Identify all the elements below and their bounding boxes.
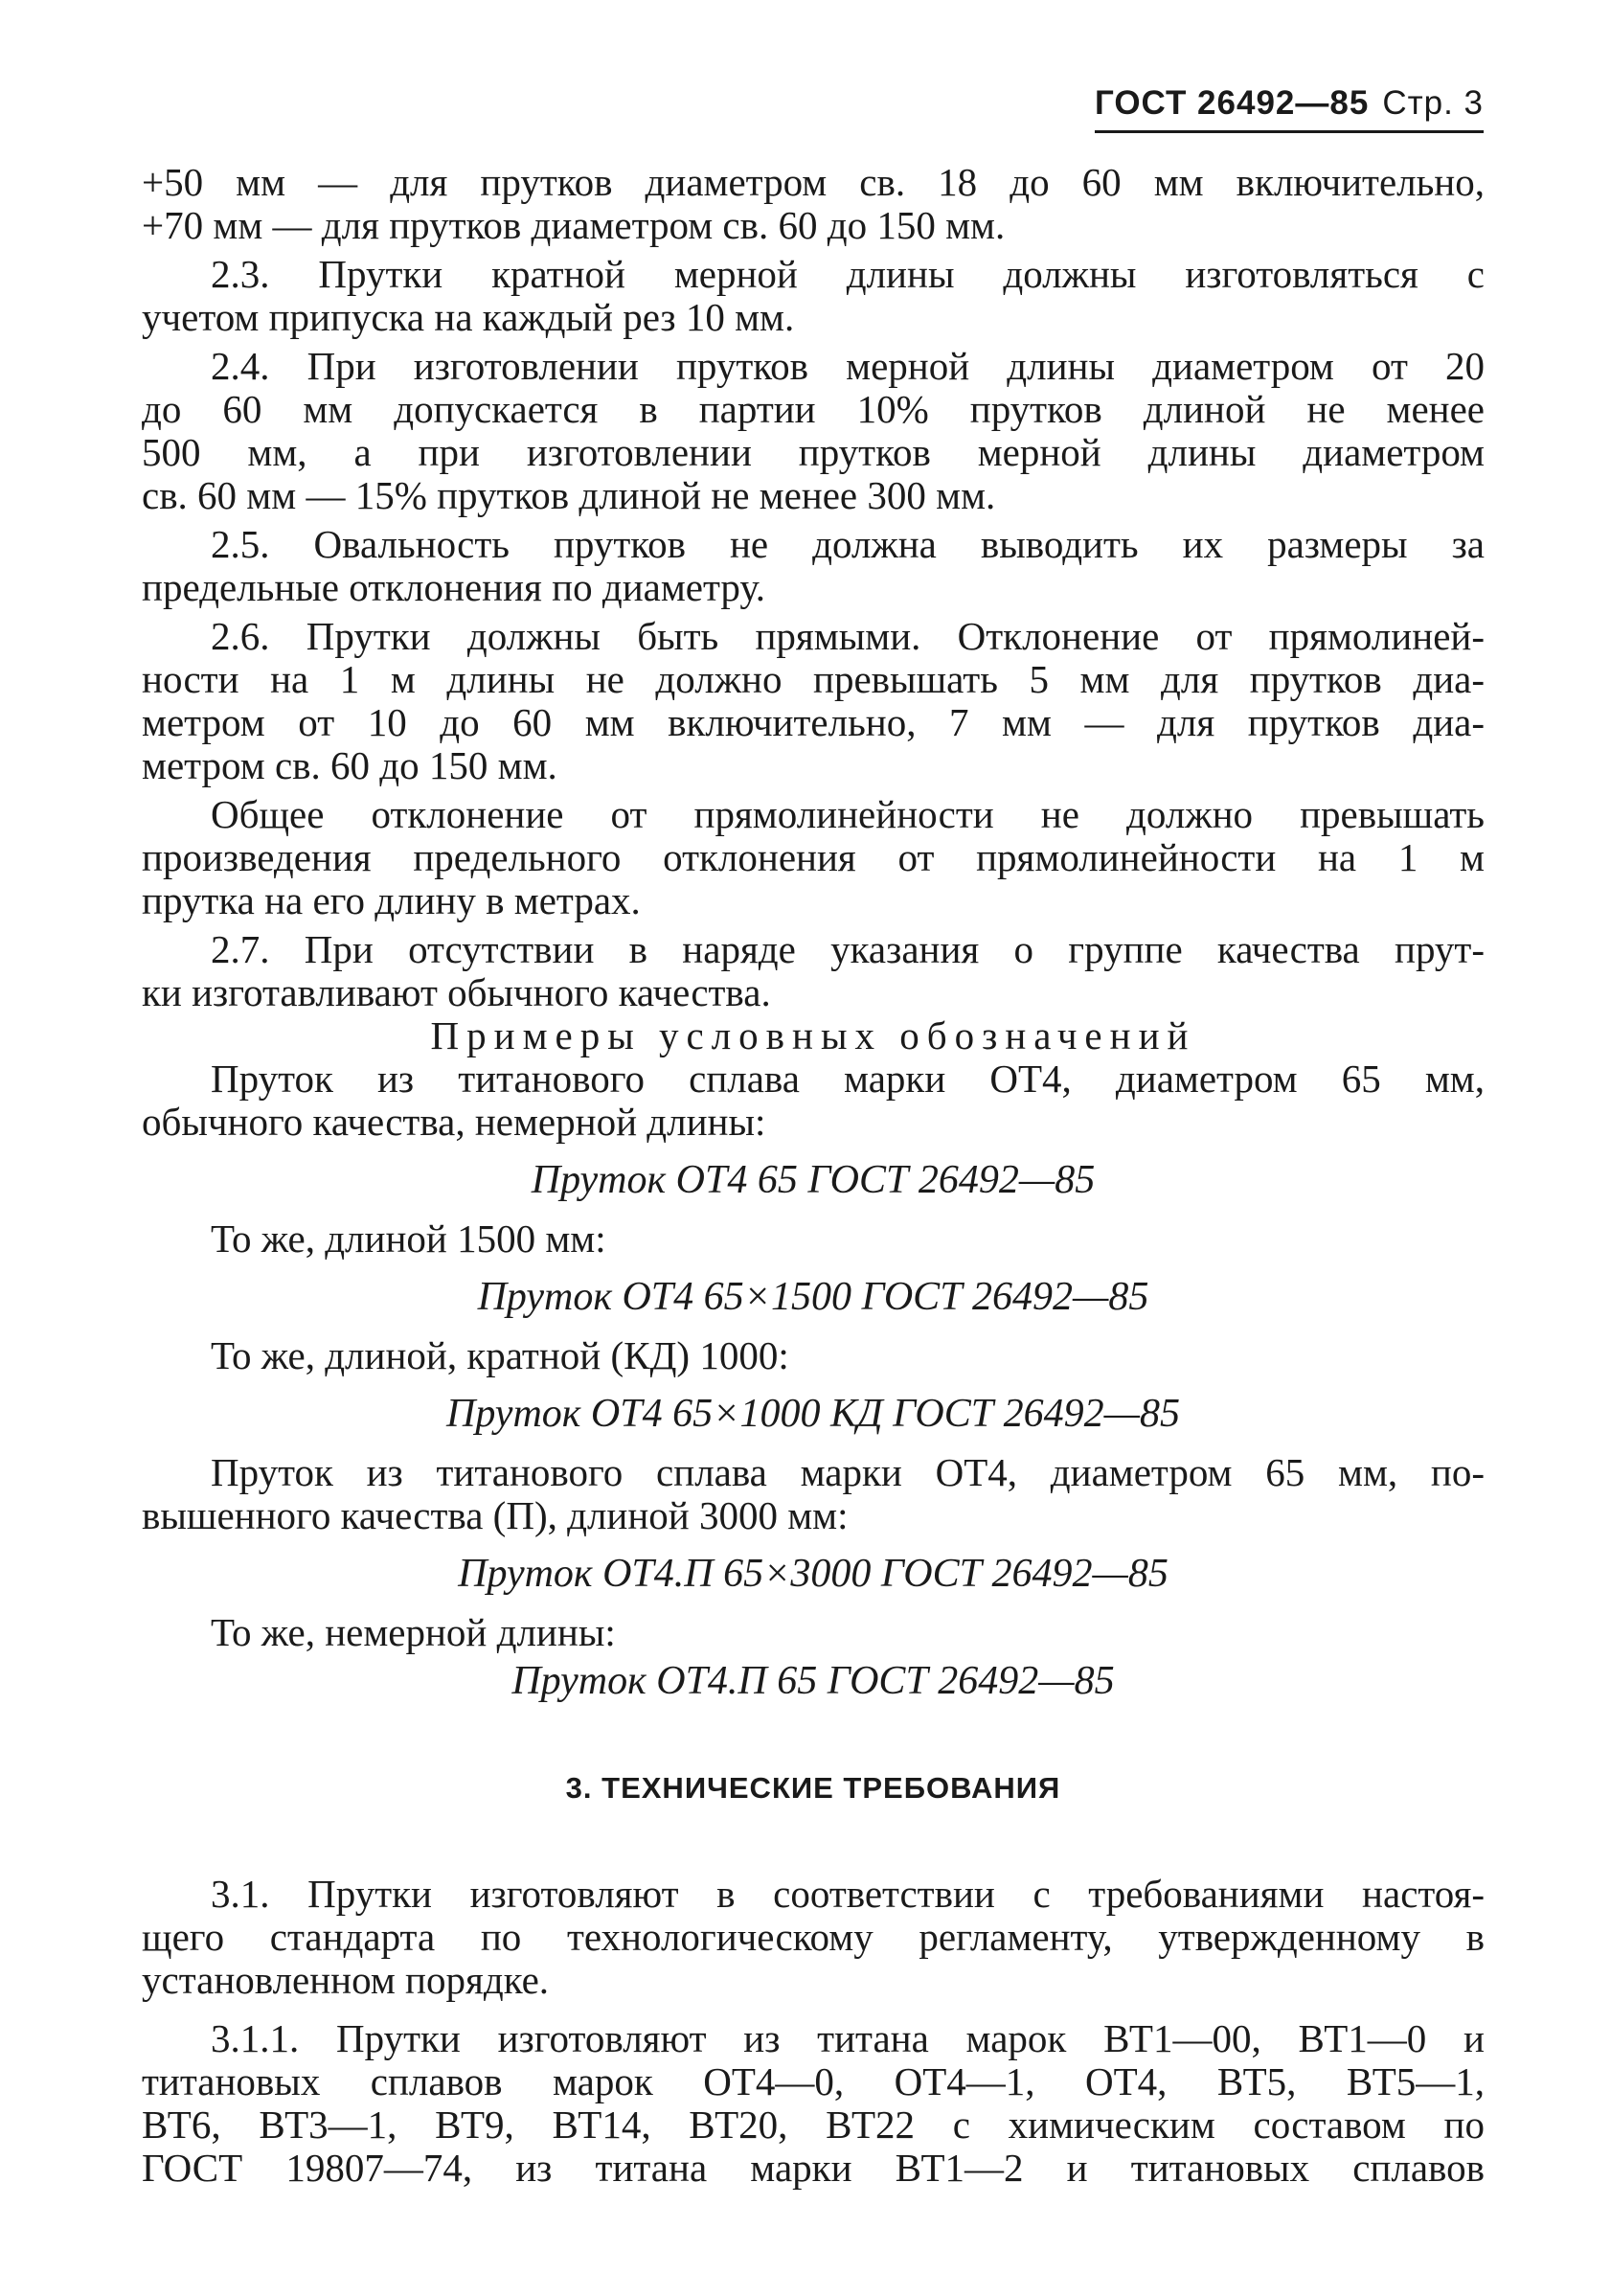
page-header bbox=[1095, 84, 1484, 133]
paragraph-2-5 bbox=[142, 523, 1485, 609]
text-line: предельные отклонения по диаметру. bbox=[142, 565, 765, 609]
example-3-designation: Пруток ОТ4 65×1000 КД ГОСТ 26492—85 bbox=[446, 1392, 1180, 1436]
example-3-description: То же, длиной, кратной (КД) 1000: bbox=[211, 1333, 789, 1377]
example-1-description bbox=[142, 1057, 1485, 1144]
tolerance-continuation bbox=[142, 161, 1485, 247]
text-line: +50 мм — для прутков диаметром св. 18 до 60 мм включительно, bbox=[142, 160, 1485, 204]
text-line: 2.3. Прутки кратной мерной длины должны изготовляться с bbox=[211, 252, 1485, 296]
text-line: Пруток из титанового сплава марки ОТ4, диаметром 65 мм, по- bbox=[211, 1450, 1485, 1494]
text-line: 3.1. Прутки изготовляют в соответствии с требованиями настоя- bbox=[211, 1872, 1485, 1916]
text-line: 2.5. Овальность прутков не должна выводить их размеры за bbox=[211, 522, 1485, 566]
page-number: Стр. 3 bbox=[1382, 84, 1484, 122]
text-line: метром от 10 до 60 мм включительно, 7 мм — для прутков диа- bbox=[142, 700, 1485, 744]
example-1-designation: Пруток ОТ4 65 ГОСТ 26492—85 bbox=[531, 1158, 1096, 1202]
text-line: 500 мм, а при изготовлении прутков мерной длины диаметром bbox=[142, 430, 1485, 474]
text-line: произведения предельного отклонения от прямолинейности на 1 м bbox=[142, 835, 1485, 879]
section-3-title: 3. ТЕХНИЧЕСКИЕ ТРЕБОВАНИЯ bbox=[565, 1771, 1061, 1805]
text-line: ВТ6, ВТ3—1, ВТ9, ВТ14, ВТ20, ВТ22 с химическим составом по bbox=[142, 2103, 1485, 2147]
text-line: метром св. 60 до 150 мм. bbox=[142, 743, 557, 787]
text-line: установленном порядке. bbox=[142, 1958, 550, 2002]
text-line: титановых сплавов марок ОТ4—0, ОТ4—1, ОТ4, ВТ5, ВТ5—1, bbox=[142, 2059, 1485, 2103]
examples-heading: Примеры условных обозначений bbox=[430, 1013, 1196, 1057]
text-line: обычного качества, немерной длины: bbox=[142, 1100, 766, 1144]
text-line: ки изготавливают обычного качества. bbox=[142, 970, 771, 1014]
paragraph-3-1-1 bbox=[142, 2017, 1485, 2190]
paragraph-2-6 bbox=[142, 615, 1485, 787]
example-4-description bbox=[142, 1451, 1485, 1537]
text-line: Общее отклонение от прямолинейности не должно превышать bbox=[211, 792, 1485, 836]
text-line: ГОСТ 19807—74, из титана марки ВТ1—2 и титановых сплавов bbox=[142, 2146, 1485, 2190]
text-line: учетом припуска на каждый рез 10 мм. bbox=[142, 295, 795, 339]
text-line: 2.6. Прутки должны быть прямыми. Отклонение от прямолиней- bbox=[211, 614, 1485, 658]
text-line: прутка на его длину в метрах. bbox=[142, 878, 641, 922]
text-line: Пруток из титанового сплава марки ОТ4, диаметром 65 мм, bbox=[211, 1057, 1485, 1101]
example-5-description: То же, немерной длины: bbox=[211, 1610, 616, 1654]
paragraph-2-3 bbox=[142, 253, 1485, 339]
document-body bbox=[142, 161, 1485, 2190]
example-5-designation: Пруток ОТ4.П 65 ГОСТ 26492—85 bbox=[511, 1659, 1115, 1703]
example-2-designation: Пруток ОТ4 65×1500 ГОСТ 26492—85 bbox=[477, 1275, 1149, 1319]
example-2-description: То же, длиной 1500 мм: bbox=[211, 1216, 606, 1261]
text-line: +70 мм — для прутков диаметром св. 60 до 150 мм. bbox=[142, 203, 1006, 247]
paragraph-2-6-general bbox=[142, 793, 1485, 922]
paragraph-2-7 bbox=[142, 928, 1485, 1014]
paragraph-2-4 bbox=[142, 345, 1485, 517]
text-line: 2.4. При изготовлении прутков мерной длины диаметром от 20 bbox=[211, 344, 1485, 388]
text-line: св. 60 мм — 15% прутков длиной не менее 300 мм. bbox=[142, 473, 996, 517]
text-line: вышенного качества (П), длиной 3000 мм: bbox=[142, 1493, 849, 1537]
text-line: 2.7. При отсутствии в наряде указания о группе качества прут- bbox=[211, 927, 1485, 971]
document-code: ГОСТ 26492—85 bbox=[1094, 84, 1370, 122]
text-line: щего стандарта по технологическому регламенту, утвержденному в bbox=[142, 1915, 1485, 1959]
text-line: ности на 1 м длины не должно превышать 5 мм для прутков диа- bbox=[142, 657, 1485, 701]
text-line: 3.1.1. Прутки изготовляют из титана марок ВТ1—00, ВТ1—0 и bbox=[211, 2016, 1485, 2060]
paragraph-3-1 bbox=[142, 1873, 1485, 2002]
text-line: до 60 мм допускается в партии 10% прутков длиной не менее bbox=[142, 387, 1485, 431]
example-4-designation: Пруток ОТ4.П 65×3000 ГОСТ 26492—85 bbox=[458, 1552, 1169, 1596]
